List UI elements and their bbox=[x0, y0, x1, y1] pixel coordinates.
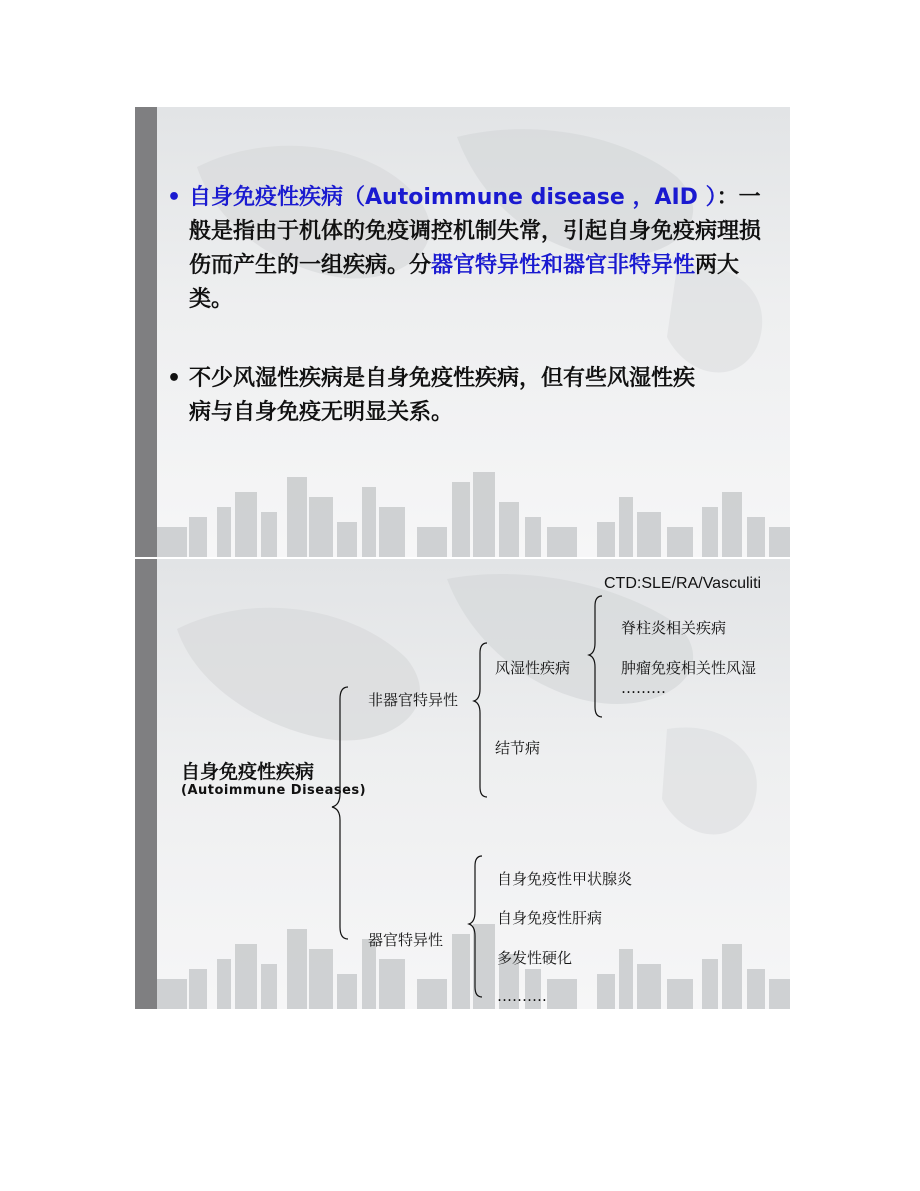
slide-sidebar bbox=[135, 107, 157, 557]
rheumatic-brace bbox=[589, 596, 602, 717]
specific-item-liver: 自身免疫性肝病 bbox=[497, 909, 603, 927]
specific-item-ms: 多发性硬化 bbox=[497, 949, 573, 967]
bullet-2-text: 不少风湿性疾病是自身免疫性疾病，但有些风湿性疾病与自身免疫无明显关系。 bbox=[189, 366, 696, 425]
specific-item-ellipsis: ………. bbox=[497, 987, 547, 1005]
slide-2 bbox=[135, 559, 790, 1009]
root-subtitle: (Autoimmune Diseases) bbox=[181, 783, 367, 798]
root-brace bbox=[332, 687, 348, 939]
nonspecific-label: 非器官特异性 bbox=[368, 691, 459, 709]
bullet-1-dot: • bbox=[167, 185, 182, 210]
nodular-label: 结节病 bbox=[495, 739, 541, 757]
rheumatic-item-tumor: 肿瘤免疫相关性风湿 bbox=[621, 659, 757, 677]
nonspecific-brace bbox=[474, 643, 487, 797]
aid-ending: 两大类。 bbox=[189, 253, 740, 312]
specific-brace bbox=[469, 856, 482, 997]
rheumatic-item-ellipsis: ……… bbox=[621, 679, 666, 697]
slide-1 bbox=[135, 107, 790, 557]
bullet-2-dot: • bbox=[167, 366, 182, 391]
rheumatic-item-ctd: CTD:SLE/RA/Vasculiti bbox=[604, 575, 762, 592]
root-title: 自身免疫性疾病 bbox=[181, 761, 315, 783]
aid-definition: ：一般是指由于机体的免疫调控机制失常，引起自身免疫病理损伤而产生的一组疾病。分 bbox=[189, 185, 762, 278]
rheumatic-label: 风湿性疾病 bbox=[495, 659, 571, 677]
city-skyline-watermark bbox=[157, 467, 790, 557]
aid-term: 自身免疫性疾病（Autoimmune disease ，AID ） bbox=[189, 185, 717, 210]
bullet-1-text bbox=[189, 181, 769, 317]
rheumatic-item-spondyl: 脊柱炎相关疾病 bbox=[621, 619, 727, 637]
aid-categories: 器官特异性和器官非特异性 bbox=[431, 253, 696, 278]
specific-label: 器官特异性 bbox=[368, 931, 444, 949]
specific-item-thyroiditis: 自身免疫性甲状腺炎 bbox=[497, 870, 633, 888]
